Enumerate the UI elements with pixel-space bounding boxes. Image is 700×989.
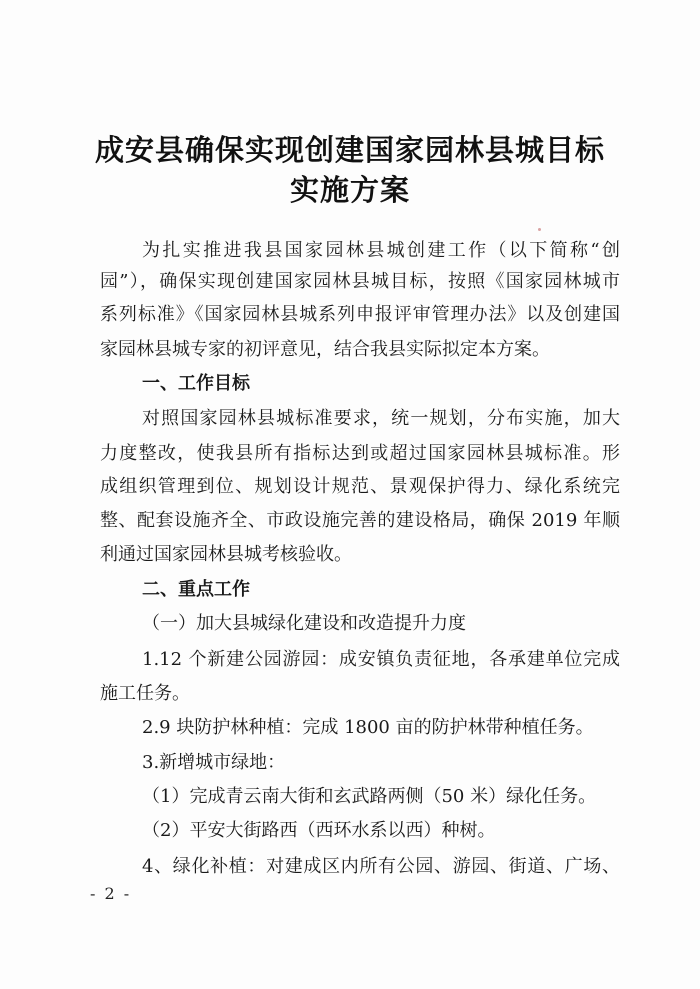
section-2-heading: 二、重点工作 — [142, 579, 250, 600]
section-1-heading: 一、工作目标 — [142, 373, 250, 394]
item-1-line-1: 1.12 个新建公园游园：成安镇负责征地，各承建单位完成 — [142, 649, 620, 670]
section-1-line-4: 整、配套设施齐全、市政设施完善的建设格局，确保 2019 年顺 — [100, 510, 620, 531]
document-title-line-1: 成安县确保实现创建国家园林县城目标 — [94, 133, 605, 167]
subsection-1-heading: （一）加大县城绿化建设和改造提升力度 — [142, 613, 466, 634]
item-3-sub-2: （2）平安大街路西（西环水系以西）种树。 — [142, 820, 496, 841]
intro-line-4: 家园林县城专家的初评意见，结合我县实际拟定本方案。 — [100, 339, 550, 360]
page-number: - 2 - — [90, 884, 132, 903]
intro-line-1: 为扎实推进我县国家园林县城创建工作（以下简称“创 — [142, 240, 620, 261]
section-1-line-5: 利通过国家园林县城考核验收。 — [100, 544, 352, 565]
item-1-line-2: 施工任务。 — [100, 683, 190, 704]
item-3-sub-1: （1）完成青云南大街和玄武路两侧（50 米）绿化任务。 — [142, 786, 597, 807]
document-title-line-2: 实施方案 — [289, 173, 410, 207]
scan-speck — [538, 228, 541, 231]
intro-line-2: 园”），确保实现创建国家园林县城目标，按照《国家园林城市 — [100, 271, 620, 292]
item-3: 3.新增城市绿地： — [142, 752, 286, 773]
item-2: 2.9 块防护林种植：完成 1800 亩的防护林带种植任务。 — [142, 717, 594, 738]
section-1-line-3: 成组织管理到位、规划设计规范、景观保护得力、绿化系统完 — [100, 476, 620, 497]
section-1-line-1: 对照国家园林县城标准要求，统一规划，分布实施，加大 — [142, 408, 620, 429]
item-4: 4、绿化补植：对建成区内所有公园、游园、街道、广场、 — [142, 856, 620, 877]
section-1-line-2: 力度整改，使我县所有指标达到或超过国家园林县城标准。形 — [100, 443, 620, 464]
intro-line-3: 系列标准》《国家园林县城系列申报评审管理办法》以及创建国 — [100, 304, 620, 325]
